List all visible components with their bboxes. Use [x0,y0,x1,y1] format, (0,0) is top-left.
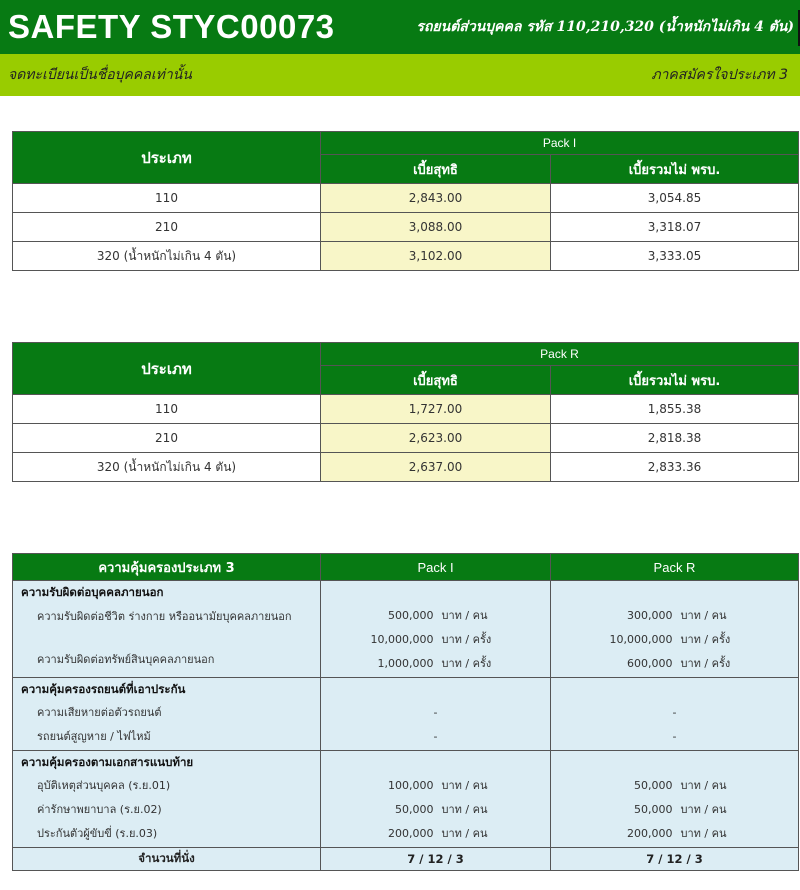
accident-value: 50,000 บาท / คน [634,778,727,792]
medical-label: ค่ารักษาพยาบาล (ร.ย.02) [37,803,162,816]
total-cell: 2,833.36 [551,453,799,482]
seats-label: จำนวนที่นั่ง [13,848,321,871]
property-value: 600,000 บาท / ครั้ง [627,656,731,670]
net-cell: 1,727.00 [321,395,551,424]
accident-label: อุบัติเหตุส่วนบุคคล (ร.ย.01) [37,779,171,792]
type-cell: 110 [13,184,321,213]
vehicle-theft-label: รถยนต์สูญหาย / ไฟไหม้ [37,730,151,743]
property-value: 1,000,000 บาท / ครั้ง [377,656,492,670]
total-cell: 3,333.05 [551,242,799,271]
coverage-pack-i-header: Pack I [321,554,551,581]
vehicle-theft-value: - [433,729,438,743]
coverage-section-endorsement [13,751,799,848]
type-cell: 210 [13,213,321,242]
net-cell: 2,623.00 [321,424,551,453]
type-cell: 320 (น้ำหนักไม่เกิน 4 ตัน) [13,453,321,482]
medical-value: 50,000 บาท / คน [395,802,488,816]
vehicle-damage-value: - [672,705,677,719]
life-liability-label: ความรับผิดต่อชีวิต ร่างกาย หรืออนามัยบุคคลภายนอก [37,610,292,623]
pack-header: Pack I [321,132,799,155]
seats-pack-r: 7 / 12 / 3 [551,848,799,871]
table-row [13,453,799,482]
bail-value: 200,000 บาท / คน [388,826,488,840]
vehicle-damage-label: ความเสียหายต่อตัวรถยนต์ [37,706,162,719]
total-premium-header: เบี้ยรวมไม่ พรบ. [551,366,799,395]
info-banner [0,54,800,96]
table-row [13,395,799,424]
bail-value: 200,000 บาท / คน [627,826,727,840]
life-per-time-value: 10,000,000 บาท / ครั้ง [370,632,492,646]
net-cell: 3,088.00 [321,213,551,242]
bail-label: ประกันตัวผู้ขับขี่ (ร.ย.03) [37,827,158,840]
total-cell: 3,318.07 [551,213,799,242]
net-cell: 2,637.00 [321,453,551,482]
table-row [13,184,799,213]
coverage-section-liability [13,581,799,678]
net-premium-header: เบี้ยสุทธิ [321,155,551,184]
total-cell: 2,818.38 [551,424,799,453]
banner-left: จดทะเบียนเป็นชื่อบุคคลเท่านั้น [8,67,192,83]
property-liability-label: ความรับผิดต่อทรัพย์สินบุคคลภายนอก [37,653,215,666]
product-title: SAFETY STYC00073 [8,8,335,45]
type-header: ประเภท [13,343,321,395]
net-cell: 3,102.00 [321,242,551,271]
vehicle-damage-value: - [433,705,438,719]
net-cell: 2,843.00 [321,184,551,213]
life-per-person-value: 500,000 บาท / คน [388,608,488,622]
accident-value: 100,000 บาท / คน [388,778,488,792]
product-subtitle: รถยนต์ส่วนบุคคล รหัส 110,210,320 (น้ำหนักไม่เกิน 4 ตัน) [416,19,794,35]
total-cell: 1,855.38 [551,395,799,424]
coverage-header: ความคุ้มครองประเภท 3 [13,554,321,581]
total-cell: 3,054.85 [551,184,799,213]
banner-right: ภาคสมัครใจประเภท 3 [651,67,788,83]
coverage-pack-r-header: Pack R [551,554,799,581]
net-premium-header: เบี้ยสุทธิ [321,366,551,395]
premium-table-pack-i [12,131,799,271]
pack-header: Pack R [321,343,799,366]
section-title: ความคุ้มครองตามเอกสารแนบท้าย [21,755,194,769]
type-cell: 110 [13,395,321,424]
seats-pack-i: 7 / 12 / 3 [321,848,551,871]
medical-value: 50,000 บาท / คน [634,802,727,816]
section-title: ความรับผิดต่อบุคคลภายนอก [21,585,164,599]
coverage-section-vehicle [13,678,799,751]
type-header: ประเภท [13,132,321,184]
type-cell: 320 (น้ำหนักไม่เกิน 4 ตัน) [13,242,321,271]
life-per-time-value: 10,000,000 บาท / ครั้ง [609,632,731,646]
table-row [13,242,799,271]
page-header [0,0,800,54]
seats-row [13,848,799,871]
table-row [13,213,799,242]
type-cell: 210 [13,424,321,453]
table-row [13,424,799,453]
premium-table-pack-r [12,342,799,482]
vehicle-theft-value: - [672,729,677,743]
total-premium-header: เบี้ยรวมไม่ พรบ. [551,155,799,184]
life-per-person-value: 300,000 บาท / คน [627,608,727,622]
coverage-detail-table [12,553,799,871]
section-title: ความคุ้มครองรถยนต์ที่เอาประกัน [21,682,186,696]
